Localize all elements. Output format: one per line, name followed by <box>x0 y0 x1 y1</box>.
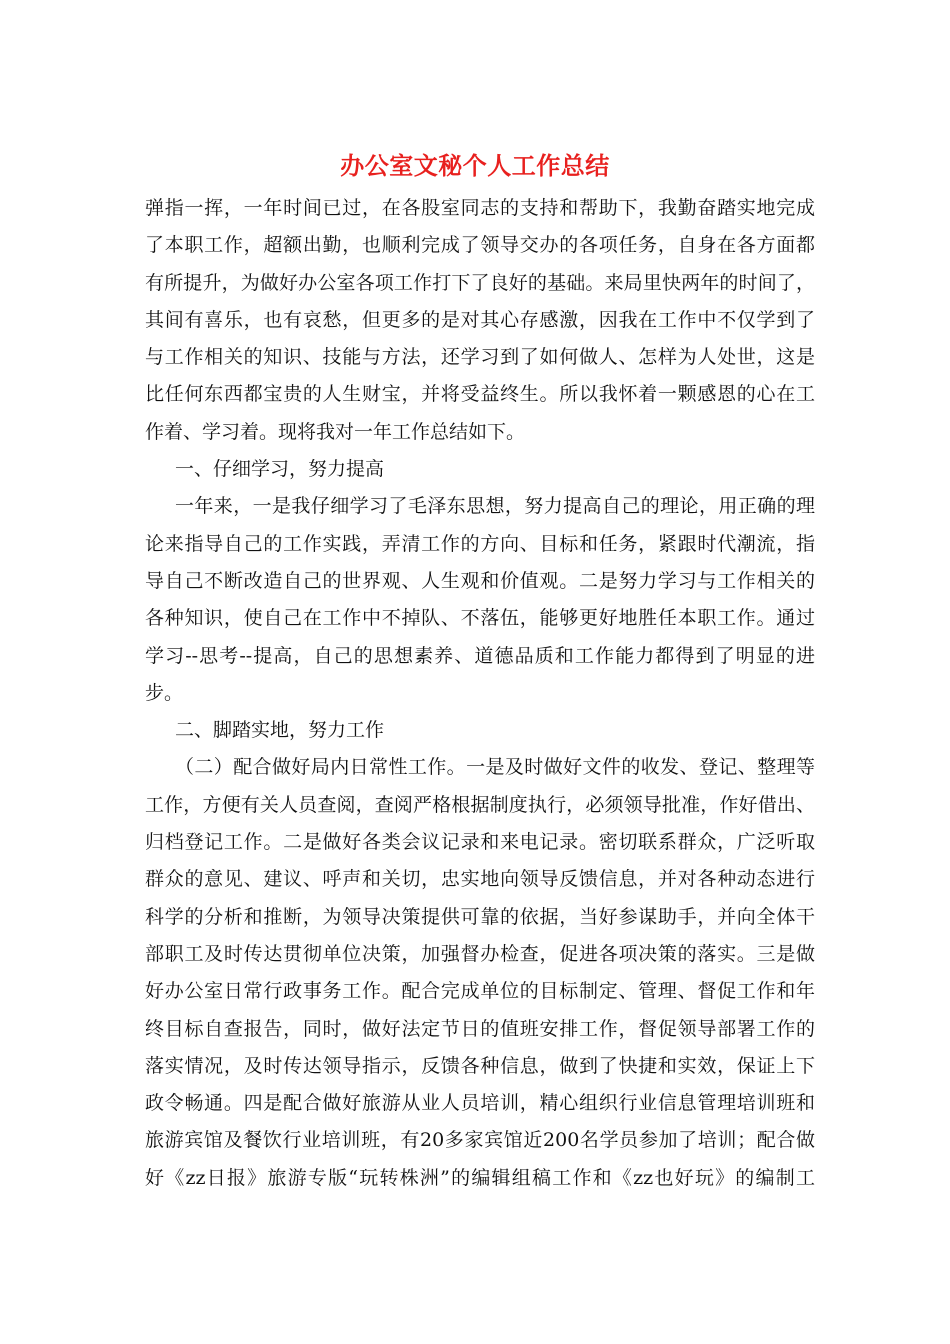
text-line: 科学的分析和推断，为领导决策提供可靠的依据，当好参谋助手，并向全体干 <box>145 905 815 928</box>
text-line: 作着、学习着。现将我对一年工作总结如下。 <box>145 420 526 443</box>
text-line: 弹指一挥，一年时间已过，在各股室同志的支持和帮助下，我勤奋踏实地完成 <box>145 197 815 219</box>
text-line: 旅游宾馆及餐饮行业培训班，有20多家宾馆近200名学员参加了培训；配合做 <box>145 1129 815 1152</box>
text-line: 比任何东西都宝贵的人生财宝，并将受益终生。所以我怀着一颗感恩的心在工 <box>145 383 815 406</box>
text-line: 二、脚踏实地，努力工作 <box>175 719 385 742</box>
text-line: 一、仔细学习，努力提高 <box>175 458 385 481</box>
text-line: 导自己不断改造自己的世界观、人生观和价值观。二是努力学习与工作相关的 <box>145 569 815 592</box>
text-line: 步。 <box>145 681 184 704</box>
text-line: 群众的意见、建议、呼声和关切，忠实地向领导反馈信息，并对各种动态进行 <box>145 868 815 891</box>
text-line: 各种知识，使自己在工作中不掉队、不落伍，能够更好地胜任本职工作。通过 <box>145 607 815 630</box>
text-line: 落实情况，及时传达领导指示，反馈各种信息，做到了快捷和实效，保证上下 <box>145 1054 815 1077</box>
text-line: 好办公室日常行政事务工作。配合完成单位的目标制定、管理、督促工作和年 <box>145 980 815 1003</box>
text-line: 有所提升，为做好办公室各项工作打下了良好的基础。来局里快两年的时间了， <box>145 271 815 294</box>
text-line: 归档登记工作。二是做好各类会议记录和来电记录。密切联系群众，广泛听取 <box>145 831 815 854</box>
text-line: 其间有喜乐，也有哀愁，但更多的是对其心存感激，因我在工作中不仅学到了 <box>145 308 815 331</box>
text-line: 与工作相关的知识、技能与方法，还学习到了如何做人、怎样为人处世，这是 <box>145 346 815 369</box>
text-line: 了本职工作，超额出勤，也顺利完成了领导交办的各项任务，自身在各方面都 <box>145 234 815 257</box>
text-line: 部职工及时传达贯彻单位决策，加强督办检查，促进各项决策的落实。三是做 <box>145 942 815 965</box>
text-line: 政令畅通。四是配合做好旅游从业人员培训，精心组织行业信息管理培训班和 <box>145 1092 815 1115</box>
document-title: 办公室文秘个人工作总结 <box>340 151 610 180</box>
text-line: （二）配合做好局内日常性工作。一是及时做好文件的收发、登记、整理等 <box>175 756 815 779</box>
text-line: 终目标自查报告，同时，做好法定节日的值班安排工作，督促领导部署工作的 <box>145 1017 815 1040</box>
text-line: 学习--思考--提高，自己的思想素养、道德品质和工作能力都得到了明显的进 <box>145 644 815 667</box>
text-line: 工作，方便有关人员查阅，查阅严格根据制度执行，必须领导批准，作好借出、 <box>145 793 815 816</box>
text-line: 好《zz日报》旅游专版“玩转株洲”的编辑组稿工作和《zz也好玩》的编制工 <box>145 1166 815 1189</box>
text-line: 论来指导自己的工作实践，弄清工作的方向、目标和任务，紧跟时代潮流，指 <box>145 532 815 555</box>
document-body <box>145 190 815 1197</box>
text-line: 一年来，一是我仔细学习了毛泽东思想，努力提高自己的理论，用正确的理 <box>175 495 815 518</box>
